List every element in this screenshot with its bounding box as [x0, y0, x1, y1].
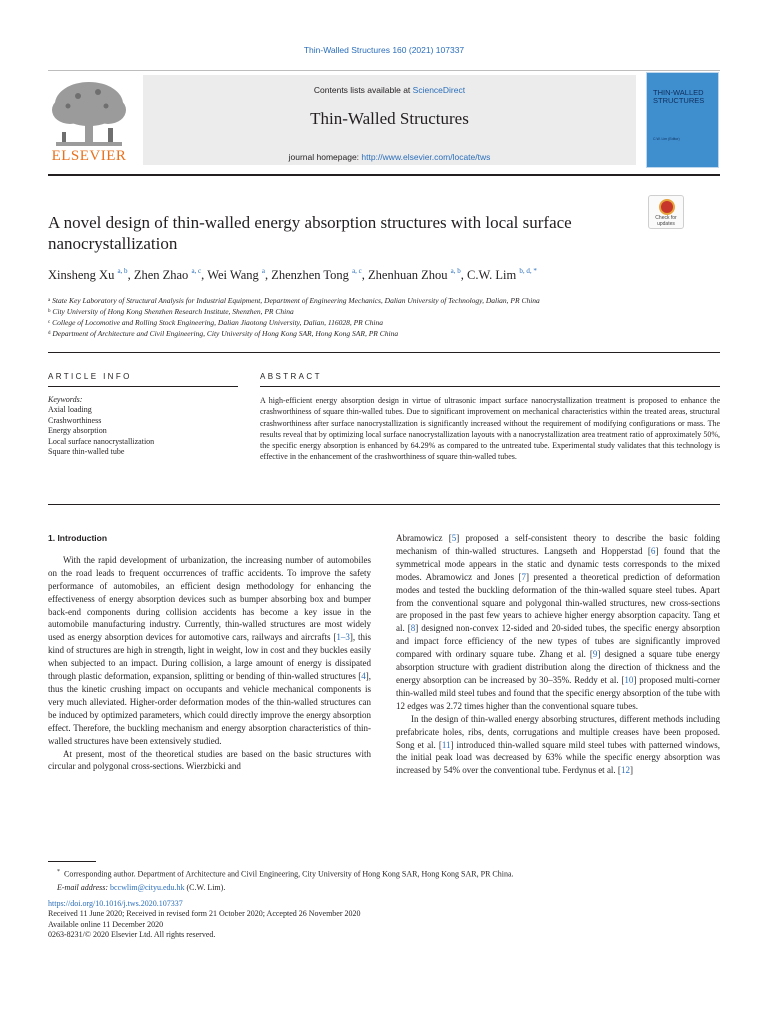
keyword-item: Axial loading	[48, 405, 92, 415]
keyword-item: Square thin-walled tube	[48, 447, 125, 457]
elsevier-wordmark: ELSEVIER	[51, 148, 127, 164]
keyword-item: Local surface nanocrystallization	[48, 436, 155, 446]
contents-line	[143, 85, 636, 95]
abstract-underline	[260, 386, 720, 387]
author-name: Zhenhuan Zhou	[368, 268, 451, 282]
body-text: ] proposed a self-consistent theory to describe the basic folding mechanism of thin-walled structures. Langseth and Hopperstad [	[396, 533, 721, 556]
keywords-list	[48, 405, 238, 457]
author-list	[48, 268, 720, 283]
author-affiliation-link[interactable]: a, c	[191, 267, 202, 275]
journal-name: Thin-Walled Structures	[310, 109, 469, 128]
intro-paragraph-continued	[396, 532, 720, 713]
reference-link[interactable]: 4	[361, 671, 366, 682]
homepage-label: journal homepage:	[288, 152, 362, 162]
author-name: C.W. Lim	[467, 268, 520, 282]
contents-prefix: Contents lists available at	[313, 85, 413, 95]
reference-link[interactable]: 6	[650, 545, 656, 556]
affiliation-list	[48, 295, 720, 339]
header-band	[143, 75, 636, 165]
body-text: ] found that the symmetrical mode appears in the static and dynamic tests corresponds to the mixed modes. Abramowicz and Jones [	[396, 545, 720, 582]
corresponding-author-note	[57, 866, 720, 881]
affiliation-item	[48, 295, 720, 306]
reference-link[interactable]: 9	[592, 649, 598, 660]
reference-link[interactable]: 8	[410, 623, 416, 634]
abstract-heading: ABSTRACT	[260, 372, 322, 381]
keyword-item: Energy absorption	[48, 426, 107, 436]
reference-link[interactable]: 10	[624, 674, 634, 685]
article-info-underline	[48, 386, 238, 387]
author-separator: ,	[361, 268, 369, 282]
email-note	[57, 881, 720, 894]
rule-after-abstract	[48, 504, 720, 505]
intro-paragraph-3	[396, 713, 720, 778]
crossmark-text: Check for updates	[655, 215, 677, 227]
keyword-item: Crashworthiness	[48, 415, 102, 425]
body-column-right	[396, 532, 720, 777]
author-affiliation-link[interactable]: a	[261, 267, 265, 275]
email-link[interactable]: bccwlim@cityu.edu.hk	[110, 882, 185, 892]
journal-cover-image[interactable]	[646, 72, 719, 168]
footnote-rule	[48, 861, 96, 862]
email-suffix: (C.W. Lim).	[184, 882, 226, 892]
corresponding-text: Corresponding author. Department of Architecture and Civil Engineering, City University of Hong Kong SAR, Hong Kong SAR, PR China.	[64, 869, 514, 879]
body-text: ], this kind of structures are high in strength, light in weight, low in cost and they buckles easily when subjected to an impact. During collision, a large amount of energy is dissipated through plastic deformation, expansion, splitting or bending of thin-walled structures [	[48, 632, 371, 682]
header-rule-top	[48, 70, 720, 71]
reference-link[interactable]: 7	[521, 571, 526, 582]
body-text: ] proposed multi-corner thin-walled mild steel tubes and found that the specific energy absorption of the tube with 12 edges was 2.72 times higher than the conventional square tubes.	[396, 674, 720, 711]
email-label: E-mail address:	[57, 882, 111, 892]
body-column-left	[48, 532, 371, 773]
sciencedirect-link[interactable]: ScienceDirect	[412, 85, 466, 95]
body-text: Abramowicz [	[396, 533, 452, 543]
received-dates: Received 11 June 2020; Received in revised form 21 October 2020; Accepted 26 November 2020	[48, 909, 361, 919]
affiliation-item	[48, 328, 720, 339]
body-text: ] designed non-convex 12-sided and 20-sided tubes, the specific energy absorption and impact force efficiency of the new types of tubes are significantly improved compared with ordinary square tube. Zhang et al. [	[396, 623, 720, 660]
affiliation-key: a	[48, 298, 51, 303]
author-separator: ,	[127, 268, 134, 282]
body-text: At present, most of the theoretical studies are based on the basic structures with circular and polygonal cross-sections. Wierzbicki and	[48, 748, 371, 772]
intro-paragraph-2	[48, 748, 371, 774]
footnote-marker: *	[57, 869, 60, 875]
affiliation-key: d	[48, 331, 51, 336]
reference-link[interactable]: 1–3	[336, 632, 350, 643]
affiliation-key: b	[48, 309, 51, 314]
intro-heading: 1. Introduction	[48, 533, 108, 543]
crossmark-icon	[659, 199, 675, 215]
author-name: Wei Wang	[207, 268, 262, 282]
body-text: ], thus the kinetic crushing impact on occupants and vehicle mechanical components is very much alleviated. Higher-order deformation modes of the thin-walled structures can be induced by optimized parameters, which could directly improve the energy absorption effect. Therefore, the buckling mechanism and energy absorption characteristics of thin-walled structures have been extensively studied.	[48, 671, 371, 746]
reference-link[interactable]: 5	[451, 533, 457, 543]
citation-line[interactable]: Thin-Walled Structures 160 (2021) 107337	[303, 45, 465, 55]
keywords-label: Keywords:	[48, 395, 83, 404]
affiliation-text: State Key Laboratory of Structural Analysis for Industrial Equipment, Department of Engineering Mechanics, Dalian University of Technology, Dalian, PR China	[50, 296, 540, 305]
affiliation-key: c	[48, 320, 51, 325]
reference-link[interactable]: 11	[441, 739, 451, 750]
reference-link[interactable]: 12	[620, 765, 630, 776]
affiliation-text: College of Locomotive and Rolling Stock Engineering, Dalian Jiaotong University, Dalian, 116028, PR China	[50, 318, 383, 327]
body-text: ] designed a square tube energy absorption structure with gradient distribution along the direction of thickness and the energy absorption can be increased by 30–35%. Reddy et al. [	[396, 649, 720, 685]
available-online: Available online 11 December 2020	[48, 919, 164, 929]
body-text: ] introduced thin-walled square mild steel tubes with patterned windows, the initial peak load was decreased by 63% while the specific energy absorption was increased by 54% over the conventional tube. Ferdynus et al. [	[396, 739, 720, 776]
footnotes	[57, 866, 720, 894]
cover-subtitle: C.W. Lim (Editor)	[653, 137, 680, 141]
abstract-text: A high-efficient energy absorption design in virtue of ultrasonic impact surface nanocrystallization treatment is proposed to enhance the crashworthiness of square thin-walled tubes. Due to significant improvement on mechanical characteristics within the treated areas, structural crashworthiness after surface nanocrystallization is significantly increased without the requirement of modifying configurations or mass. The results reveal that by optimizing local surface nanocrystallization layouts with a nanocrystallization area treatment ratio of approximately 50%, the specific energy absorption is enhanced by 64.29% as compared to the untreated tube. Experimental study validates that this technology is effective in the enhancement of the crashworthiness of square thin-walled tubes.	[260, 396, 720, 462]
homepage-line	[143, 152, 636, 162]
affiliation-text: City University of Hong Kong Shenzhen Research Institute, Shenzhen, PR China	[50, 307, 294, 316]
body-text: In the design of thin-walled energy absorbing structures, different methods including prefabricate holes, ribs, dents, corrugations and multiple creases have been proposed. Song et al. [	[396, 713, 720, 750]
copyright: 0263-8231/© 2020 Elsevier Ltd. All rights reserved.	[48, 929, 216, 939]
doi-link[interactable]: https://doi.org/10.1016/j.tws.2020.107337	[48, 899, 183, 908]
author-name: Zhen Zhao	[133, 268, 192, 282]
rule-mid	[48, 352, 720, 353]
author-affiliation-link[interactable]: a, b	[450, 267, 461, 275]
author-affiliation-link[interactable]: a, c	[352, 267, 362, 275]
affiliation-text: Department of Architecture and Civil Engineering, City University of Hong Kong SAR, Hong Kong SAR, PR China	[50, 329, 399, 338]
author-name: Xinsheng Xu	[48, 268, 118, 282]
author-separator: ,	[264, 268, 272, 282]
author-affiliation-link[interactable]: b, d, *	[519, 267, 537, 275]
body-text: With the rapid development of urbanization, the increasing number of automobiles on the road leads to frequent occurrences of traffic accidents. To improve the safety performance of automobiles, an efficient design methodology for enhancing the effectiveness of energy absorption devices such as bumper absorbing box and bumper back-end components during collision accidents has become a key issue in the automobile manufacturing industry. Currently, thin-walled structures are most widely used as energy absorption devices for automotive cars, railways and aircrafts [	[48, 554, 371, 643]
affiliation-item	[48, 317, 720, 328]
homepage-link[interactable]: http://www.elsevier.com/locate/tws	[361, 152, 491, 162]
journal-header	[48, 70, 720, 169]
front-matter-info	[48, 899, 720, 940]
body-text: ]	[629, 765, 633, 776]
author-affiliation-link[interactable]: a, b	[117, 267, 128, 275]
author-name: Zhenzhen Tong	[271, 268, 353, 282]
keywords-block	[48, 395, 238, 457]
affiliation-item	[48, 306, 720, 317]
header-rule-bottom	[48, 174, 720, 176]
body-text: ] presented a theoretical prediction of deformation modes and tested the buckling deformation of the thin-walled square steel tubes. Apart from the conventional square and polygonal thin-walled structures, new cross-sections are proposed in the past few years to achieve higher energy absorption capacity. Tang et al. [	[396, 571, 720, 634]
crossmark-button[interactable]	[648, 195, 684, 229]
article-info-heading: ARTICLE INFO	[48, 372, 132, 381]
author-separator: ,	[460, 268, 468, 282]
intro-paragraph-1	[48, 554, 371, 748]
author-separator: ,	[201, 268, 208, 282]
cover-title: THIN-WALLED STRUCTURES	[653, 88, 705, 105]
article-title: A novel design of thin-walled energy absorption structures with local surface nanocrystallization	[48, 213, 572, 253]
